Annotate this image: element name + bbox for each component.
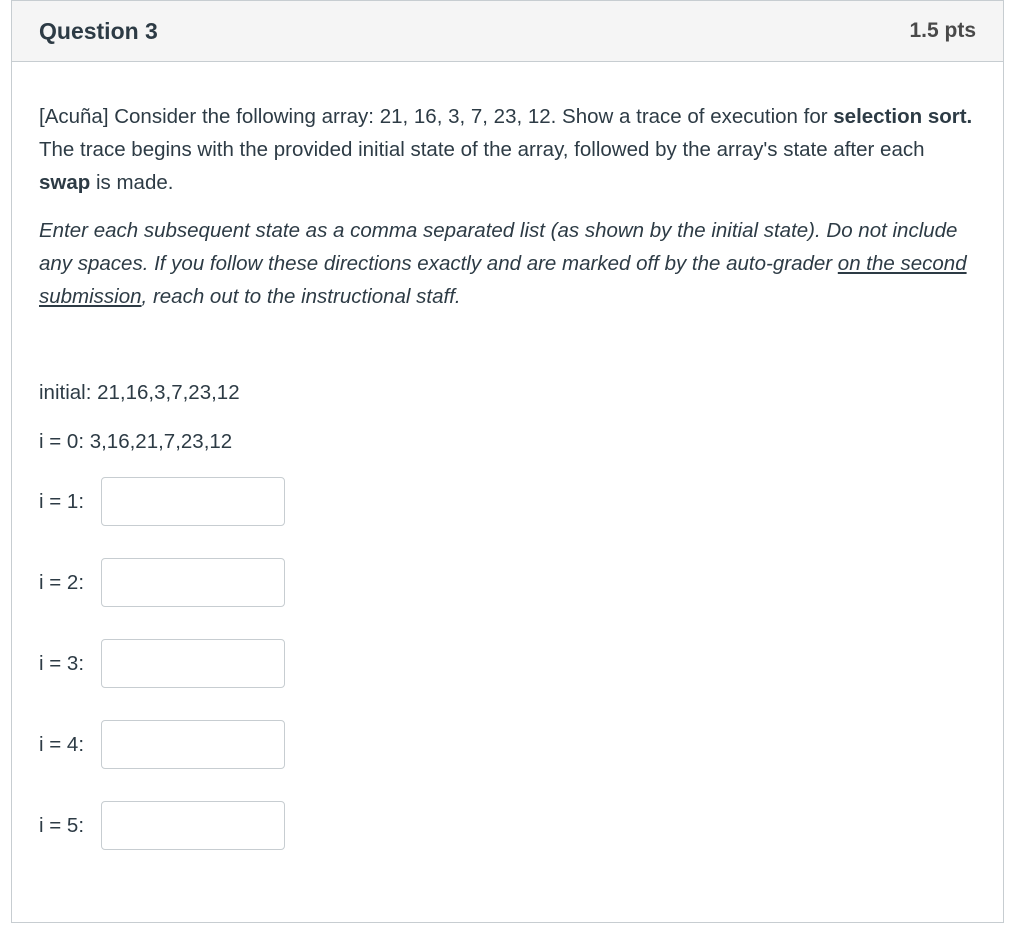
answer-row-i2 (39, 557, 285, 607)
answer-label-i5: i = 5: (39, 813, 85, 837)
instructions-part2: , reach out to the instructional staff. (141, 285, 461, 308)
question-text-prefix: [Acuña] Consider the following array: 21, 16, 3, 7, 23, 12. Show a trace of execution for (39, 105, 834, 128)
question-instructions (39, 214, 979, 313)
question-text-bold-swap: swap (39, 171, 91, 194)
instructions-part1: Enter each subsequent state as a comma separated list (as shown by the initial state). Do not include any spaces. If you follow these directions exactly and are marked off by the auto-grader (39, 219, 958, 275)
answer-label-i3: i = 3: (39, 651, 85, 675)
answer-input-i1[interactable] (101, 477, 285, 526)
question-text-middle: The trace begins with the provided initial state of the array, followed by the array's state after each (39, 138, 925, 161)
instructions-underlined: on the second submission (39, 252, 967, 308)
answer-row-i1 (39, 476, 285, 526)
question-text (39, 100, 979, 199)
answer-row-i3 (39, 638, 285, 688)
initial-state-row: initial: 21,16,3,7,23,12 (39, 381, 240, 404)
question-points: 1.5 pts (909, 19, 976, 42)
answer-input-i5[interactable] (101, 801, 285, 850)
answer-input-i2[interactable] (101, 558, 285, 607)
answer-row-i4 (39, 719, 285, 769)
answer-label-i1: i = 1: (39, 489, 85, 513)
answer-input-i4[interactable] (101, 720, 285, 769)
question-text-bold-selection-sort: selection sort. (833, 105, 973, 128)
answer-label-i2: i = 2: (39, 570, 85, 594)
answer-row-i5 (39, 800, 285, 850)
answer-input-i3[interactable] (101, 639, 285, 688)
question-header (12, 1, 1003, 62)
answer-label-i4: i = 4: (39, 732, 85, 756)
question-title: Question 3 (39, 17, 158, 44)
i0-state-row: i = 0: 3,16,21,7,23,12 (39, 430, 233, 453)
question-text-suffix: is made. (90, 171, 174, 194)
question-card (11, 0, 1004, 923)
